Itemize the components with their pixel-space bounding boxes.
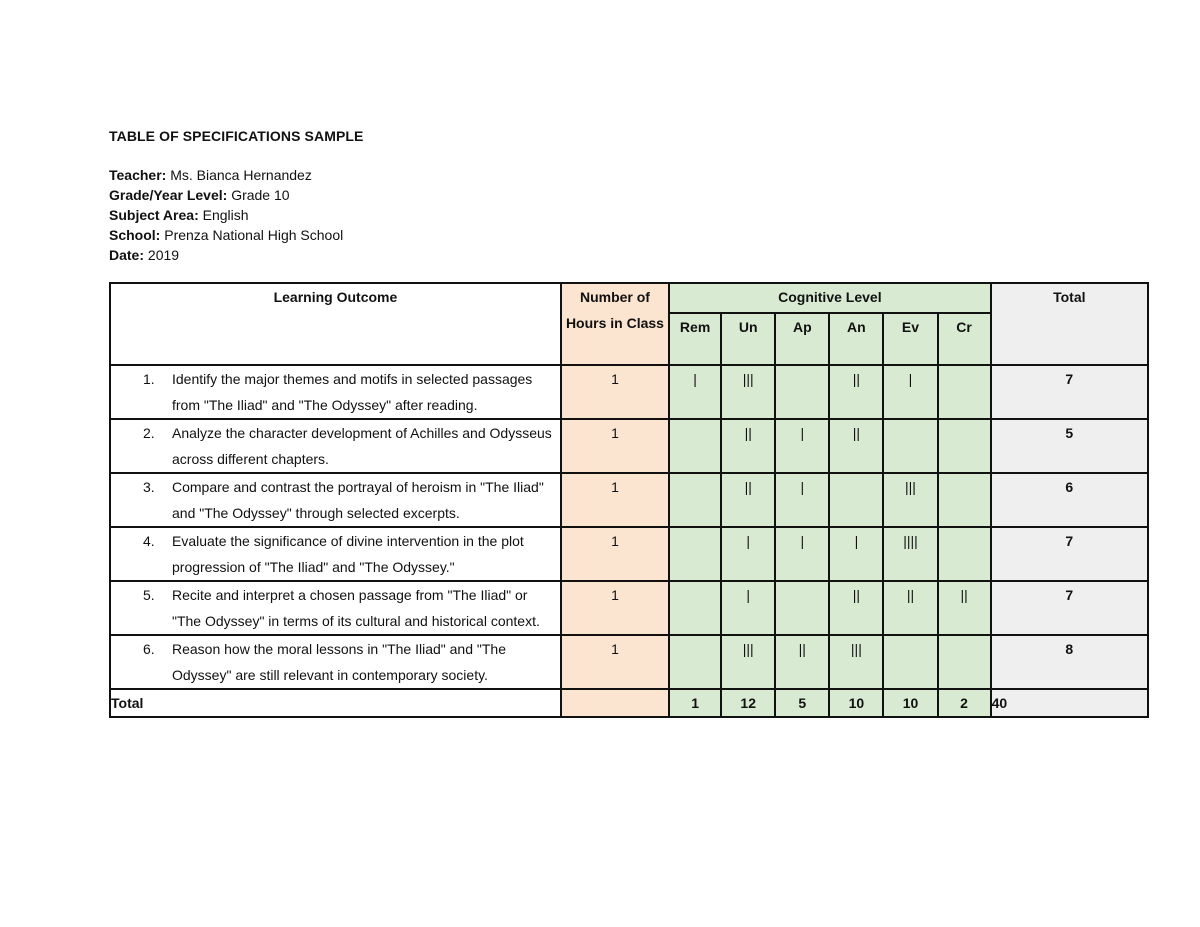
outcome-number: 5. — [143, 587, 155, 603]
table-row — [110, 527, 1148, 581]
cr-cell — [938, 473, 991, 527]
header-ap: Ap — [775, 313, 829, 365]
ev-cell: || — [883, 581, 937, 635]
outcome-text: Recite and interpret a chosen passage from "The Iliad" or "The Odyssey" in terms of its cultural and historical context. — [172, 587, 540, 629]
row-total-cell: 7 — [991, 527, 1148, 581]
totals-label: Total — [110, 689, 561, 717]
outcome-number: 3. — [143, 479, 155, 495]
row-total-cell: 7 — [991, 581, 1148, 635]
un-cell: | — [721, 581, 775, 635]
un-cell: || — [721, 419, 775, 473]
outcome-text: Reason how the moral lessons in "The Iliad" and "The Odyssey" are still relevant in contemporary society. — [172, 641, 506, 683]
meta-label: Subject Area: — [109, 207, 199, 223]
meta-value: Grade 10 — [231, 187, 290, 203]
outcome-number: 1. — [143, 371, 155, 387]
rem-cell — [669, 527, 721, 581]
cr-cell — [938, 419, 991, 473]
row-total-cell: 5 — [991, 419, 1148, 473]
header-hours-in-class: Number of Hours in Class — [561, 283, 669, 365]
cr-cell — [938, 365, 991, 419]
outcome-number: 4. — [143, 533, 155, 549]
hours-cell: 1 — [561, 527, 669, 581]
hours-cell: 1 — [561, 365, 669, 419]
table-row — [110, 365, 1148, 419]
ap-cell — [775, 365, 829, 419]
table-row — [110, 473, 1148, 527]
rem-cell — [669, 581, 721, 635]
outcome-cell — [110, 581, 561, 635]
un-cell: ||| — [721, 365, 775, 419]
meta-grade-level — [109, 185, 1149, 205]
totals-un: 12 — [721, 689, 775, 717]
meta-subject-area — [109, 205, 1149, 225]
outcome-text: Evaluate the significance of divine intervention in the plot progression of "The Iliad" and "The Odyssey." — [172, 533, 524, 575]
row-total-cell: 8 — [991, 635, 1148, 689]
outcome-cell — [110, 365, 561, 419]
hours-cell: 1 — [561, 581, 669, 635]
meta-value: 2019 — [147, 247, 180, 263]
an-cell: || — [829, 365, 883, 419]
header-cognitive-level: Cognitive Level — [669, 283, 991, 313]
header-cr: Cr — [938, 313, 991, 365]
ev-cell — [883, 419, 937, 473]
totals-row — [110, 689, 1148, 717]
ap-cell: | — [775, 527, 829, 581]
outcome-cell — [110, 635, 561, 689]
header-rem: Rem — [669, 313, 721, 365]
ap-cell: | — [775, 419, 829, 473]
specifications-table — [109, 282, 1149, 718]
an-cell: | — [829, 527, 883, 581]
outcome-number: 6. — [143, 641, 155, 657]
meta-value: Prenza National High School — [164, 227, 344, 243]
meta-label: Grade/Year Level: — [109, 187, 228, 203]
cr-cell — [938, 635, 991, 689]
totals-rem: 1 — [669, 689, 721, 717]
rem-cell — [669, 635, 721, 689]
hours-cell: 1 — [561, 635, 669, 689]
meta-date — [109, 245, 1149, 265]
meta-label: Date: — [109, 247, 145, 263]
totals-hours — [561, 689, 669, 717]
table-row — [110, 419, 1148, 473]
rem-cell — [669, 473, 721, 527]
ap-cell: || — [775, 635, 829, 689]
header-learning-outcome: Learning Outcome — [110, 283, 561, 365]
outcome-number: 2. — [143, 425, 155, 441]
grand-total: 40 — [991, 689, 1148, 717]
ev-cell — [883, 635, 937, 689]
an-cell: || — [829, 581, 883, 635]
an-cell: || — [829, 419, 883, 473]
cr-cell — [938, 527, 991, 581]
outcome-cell — [110, 419, 561, 473]
ap-cell: | — [775, 473, 829, 527]
header-total: Total — [991, 283, 1148, 365]
meta-label: Teacher: — [109, 167, 167, 183]
meta-label: School: — [109, 227, 161, 243]
ap-cell — [775, 581, 829, 635]
meta-value: Ms. Bianca Hernandez — [170, 167, 312, 183]
hours-cell: 1 — [561, 473, 669, 527]
document-title: TABLE OF SPECIFICATIONS SAMPLE — [109, 128, 364, 144]
meta-school — [109, 225, 1149, 245]
ev-cell: |||| — [883, 527, 937, 581]
row-total-cell: 7 — [991, 365, 1148, 419]
hours-cell: 1 — [561, 419, 669, 473]
totals-an: 10 — [829, 689, 883, 717]
outcome-cell — [110, 473, 561, 527]
un-cell: || — [721, 473, 775, 527]
ev-cell: | — [883, 365, 937, 419]
un-cell: | — [721, 527, 775, 581]
document-header — [109, 128, 1149, 265]
outcome-text: Analyze the character development of Achilles and Odysseus across different chapters. — [172, 425, 552, 467]
un-cell: ||| — [721, 635, 775, 689]
rem-cell — [669, 419, 721, 473]
totals-ev: 10 — [883, 689, 937, 717]
header-ev: Ev — [883, 313, 937, 365]
cr-cell: || — [938, 581, 991, 635]
outcome-text: Compare and contrast the portrayal of heroism in "The Iliad" and "The Odyssey" through selected excerpts. — [172, 479, 544, 521]
totals-ap: 5 — [775, 689, 829, 717]
rem-cell: | — [669, 365, 721, 419]
meta-value: English — [202, 207, 249, 223]
table-row — [110, 635, 1148, 689]
outcome-text: Identify the major themes and motifs in selected passages from "The Iliad" and "The Odyssey" after reading. — [172, 371, 533, 413]
ev-cell: ||| — [883, 473, 937, 527]
an-cell: ||| — [829, 635, 883, 689]
row-total-cell: 6 — [991, 473, 1148, 527]
meta-teacher — [109, 165, 1149, 185]
header-un: Un — [721, 313, 775, 365]
outcome-cell — [110, 527, 561, 581]
table-row — [110, 581, 1148, 635]
an-cell — [829, 473, 883, 527]
header-an: An — [829, 313, 883, 365]
totals-cr: 2 — [938, 689, 991, 717]
